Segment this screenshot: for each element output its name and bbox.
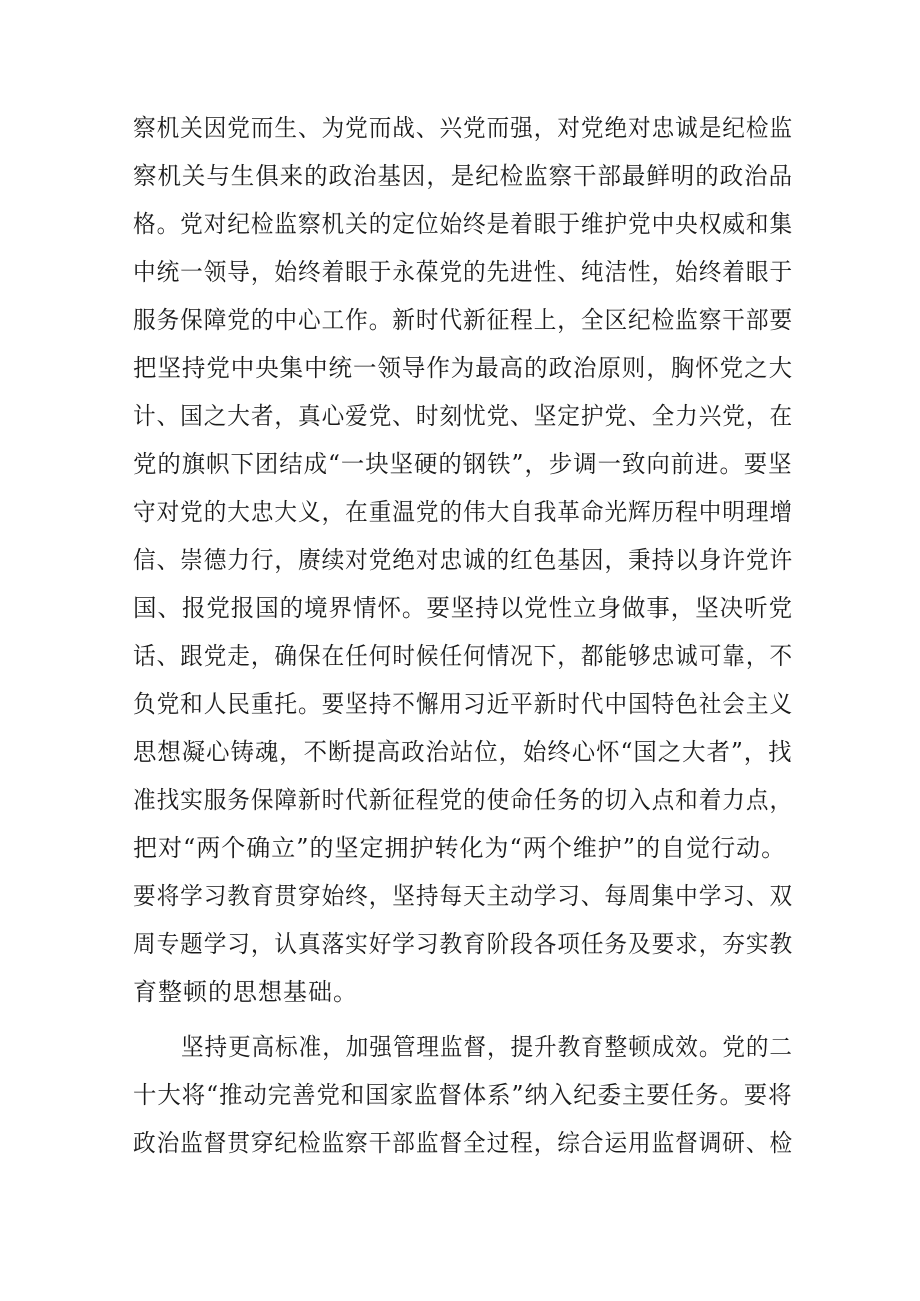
text-line: 中统一领导，始终着眼于永葆党的先进性、纯洁性，始终着眼于 — [133, 258, 794, 286]
text-line: 话、跟党走，确保在任何时候任何情况下，都能够忠诚可靠，不 — [133, 642, 794, 670]
text-line: 政治监督贯穿纪检监察干部监督全过程，综合运用监督调研、检 — [133, 1129, 794, 1157]
text-line: 周专题学习，认真落实好学习教育阶段各项任务及要求，夯实教 — [133, 930, 794, 958]
text-line: 十大将“推动完善党和国家监督体系”纳入纪委主要任务。要将 — [133, 1081, 793, 1109]
text-line: 育整顿的思想基础。 — [133, 978, 358, 1006]
text-line: 服务保障党的中心工作。新时代新征程上，全区纪检监察干部要 — [133, 306, 794, 334]
text-line: 格。党对纪检监察机关的定位始终是着眼于维护党中央权威和集 — [133, 210, 794, 238]
text-line: 准找实服务保障新时代新征程党的使命任务的切入点和着力点， — [133, 786, 794, 814]
text-line: 把坚持党中央集中统一领导作为最高的政治原则，胸怀党之大 — [133, 354, 794, 382]
text-line: 守对党的大忠大义，在重温党的伟大自我革命光辉历程中明理增 — [133, 498, 794, 526]
text-line: 党的旗帜下团结成“一块坚硬的钢铁”，步调一致向前进。要坚 — [133, 450, 793, 478]
text-line: 把对“两个确立”的坚定拥护转化为“两个维护”的自觉行动。 — [133, 834, 787, 862]
text-line: 计、国之大者，真心爱党、时刻忧党、坚定护党、全力兴党，在 — [133, 402, 794, 430]
text-line: 察机关因党而生、为党而战、兴党而强，对党绝对忠诚是纪检监 — [133, 114, 794, 142]
text-line: 负党和人民重托。要坚持不懈用习近平新时代中国特色社会主义 — [133, 690, 794, 718]
text-line: 察机关与生俱来的政治基因，是纪检监察干部最鲜明的政治品 — [133, 162, 794, 190]
text-line: 要将学习教育贯穿始终，坚持每天主动学习、每周集中学习、双 — [133, 882, 794, 910]
text-line: 坚持更高标准，加强管理监督，提升教育整顿成效。党的二 — [181, 1033, 793, 1061]
text-line: 国、报党报国的境界情怀。要坚持以党性立身做事，坚决听党 — [133, 594, 794, 622]
text-line: 信、崇德力行，赓续对党绝对忠诚的红色基因，秉持以身许党许 — [133, 546, 794, 574]
text-line: 思想凝心铸魂，不断提高政治站位，始终心怀“国之大者”，找 — [133, 738, 793, 766]
